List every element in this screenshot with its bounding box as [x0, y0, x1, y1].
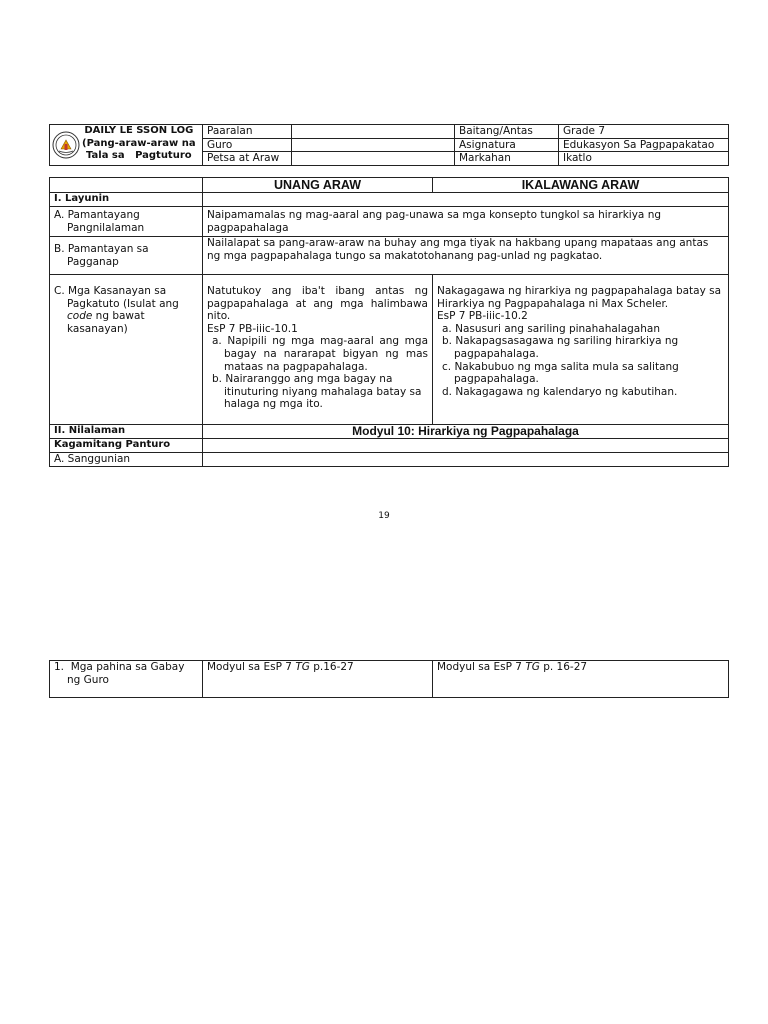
kagamitan-row: [50, 439, 729, 453]
asignatura-value: Edukasyon Sa Pagpapakatao: [559, 138, 729, 152]
label-line: 1. Mga pahina sa Gabay: [54, 661, 185, 673]
competency-code: EsP 7 PB-iiic-10.2: [437, 310, 528, 323]
objective-item: a. Napipili ng mga mag-aaral ang mga bagay na nararapat bigyan ng mas mataas na pagpapahalaga.: [212, 335, 428, 373]
pamantayan-pagganap-label: [50, 237, 203, 275]
blank-header-cell: [50, 178, 203, 193]
gabay-guro-day1: [203, 661, 433, 698]
label-line: Pagkatuto (Isulat ang: [67, 297, 179, 310]
modyul-title: Modyul 10: Hirarkiya ng Pagpapahalaga: [203, 425, 729, 439]
pamantayang-pangnilalaman-row: [50, 207, 729, 237]
kasanayan-label: [50, 275, 203, 425]
label-line: ng Guro: [67, 673, 109, 686]
label-line: B. Pamantayan sa: [54, 242, 149, 255]
kagamitan-label: Kagamitang Panturo: [50, 439, 203, 453]
layunin-label: I. Layunin: [50, 193, 203, 207]
sanggunian-label: A. Sanggunian: [50, 453, 203, 467]
header-row: [50, 125, 729, 139]
label-line-rest: ng bawat: [92, 310, 145, 323]
page-number: 19: [378, 511, 390, 521]
unang-araw-header: UNANG ARAW: [203, 178, 433, 193]
label-line: Pangnilalaman: [67, 221, 145, 234]
objective-item: b. Nakapagsasagawa ng sariling hirarkiya ng pagpapahalaga.: [442, 335, 679, 360]
sanggunian-content: [203, 453, 729, 467]
label-line: kasanayan): [67, 322, 128, 335]
header-title-cell: [50, 125, 203, 166]
objective-item: a. Nasusuri ang sariling pinahahalagahan: [442, 322, 660, 335]
pamantayang-pangnilalaman-label: [50, 207, 203, 237]
label-line: [54, 310, 198, 323]
ref-tg: TG: [295, 661, 310, 673]
header-title-line3: Tala sa Pagtuturo: [85, 150, 192, 162]
gabay-guro-label: [50, 661, 203, 698]
header-table: [49, 124, 729, 166]
code-word: code: [67, 310, 93, 323]
ikalawang-araw-header: IKALAWANG ARAW: [433, 178, 729, 193]
objective-item: c. Nakabubuo ng mga salita mula sa salitang pagpapahalaga.: [442, 360, 679, 386]
deped-seal-icon: [52, 131, 80, 159]
ref-pages: p. 16-27: [539, 661, 588, 673]
kagamitan-content: [203, 439, 729, 453]
competency-code: EsP 7 PB-iiic-10.1: [207, 322, 298, 335]
ref-pages: p.16-27: [309, 661, 354, 673]
header-title-line1: DAILY LE SSON LOG: [84, 125, 194, 136]
guro-value: [292, 138, 455, 152]
petsa-value: [292, 152, 455, 166]
layunin-content: [203, 193, 729, 207]
competency-intro: Nakagagawa ng hirarkiya ng pagpapahalaga batay sa Hirarkiya ng Pagpapahalaga ni Max Scheler.: [437, 285, 722, 310]
kasanayan-day2: [433, 275, 729, 425]
nilalaman-row: [50, 425, 729, 439]
competency-intro: Natutukoy ang iba't ibang antas ng pagpapahalaga at ang mga halimbawa nito.: [207, 285, 428, 323]
gabay-guro-row: [50, 661, 729, 698]
label-line: Pagganap: [67, 255, 119, 268]
baitang-label: Baitang/Antas: [455, 125, 559, 139]
asignatura-label: Asignatura: [455, 138, 559, 152]
reference-table: [49, 660, 729, 698]
pamantayang-pangnilalaman-text: Naipamamalas ng mag-aaral ang pag-unawa sa mga konsepto tungkol sa hirarkiya ng pagpapahalaga: [203, 207, 729, 237]
objective-item: b. Nairaranggo ang mga bagay na itinuturing niyang mahalaga batay sa halaga ng mga ito.: [212, 373, 422, 411]
guro-label: Guro: [203, 138, 292, 152]
ref-tg: TG: [525, 661, 540, 673]
petsa-label: Petsa at Araw: [203, 152, 292, 166]
label-line: A. Pamantayang: [54, 208, 140, 221]
lesson-table: [49, 177, 729, 467]
markahan-label: Markahan: [455, 152, 559, 166]
header-title: [82, 125, 196, 163]
ref-text: Modyul sa EsP 7: [207, 661, 296, 673]
label-line: C. Mga Kasanayan sa: [54, 285, 167, 297]
paaralan-label: Paaralan: [203, 125, 292, 139]
layunin-row: [50, 193, 729, 207]
pamantayan-pagganap-row: [50, 237, 729, 275]
kasanayan-row: [50, 275, 729, 425]
sanggunian-row: [50, 453, 729, 467]
header-title-line2: (Pang-araw-araw na: [82, 137, 196, 149]
ref-text: Modyul sa EsP 7: [437, 661, 526, 673]
paaralan-value: [292, 125, 455, 139]
kasanayan-day1: [203, 275, 433, 425]
objective-item: d. Nakagagawa ng kalendaryo ng kabutihan.: [442, 385, 678, 398]
column-header-row: [50, 178, 729, 193]
baitang-value: Grade 7: [559, 125, 729, 139]
nilalaman-label: II. Nilalaman: [50, 425, 203, 439]
markahan-value: Ikatlo: [559, 152, 729, 166]
pamantayan-pagganap-text: Nailalapat sa pang-araw-araw na buhay ang mga tiyak na hakbang upang mapataas ang antas ng mga pagpapahalaga tungo sa makatotohanang pag-unlad ng pagkatao.: [203, 237, 729, 275]
gabay-guro-day2: [433, 661, 729, 698]
